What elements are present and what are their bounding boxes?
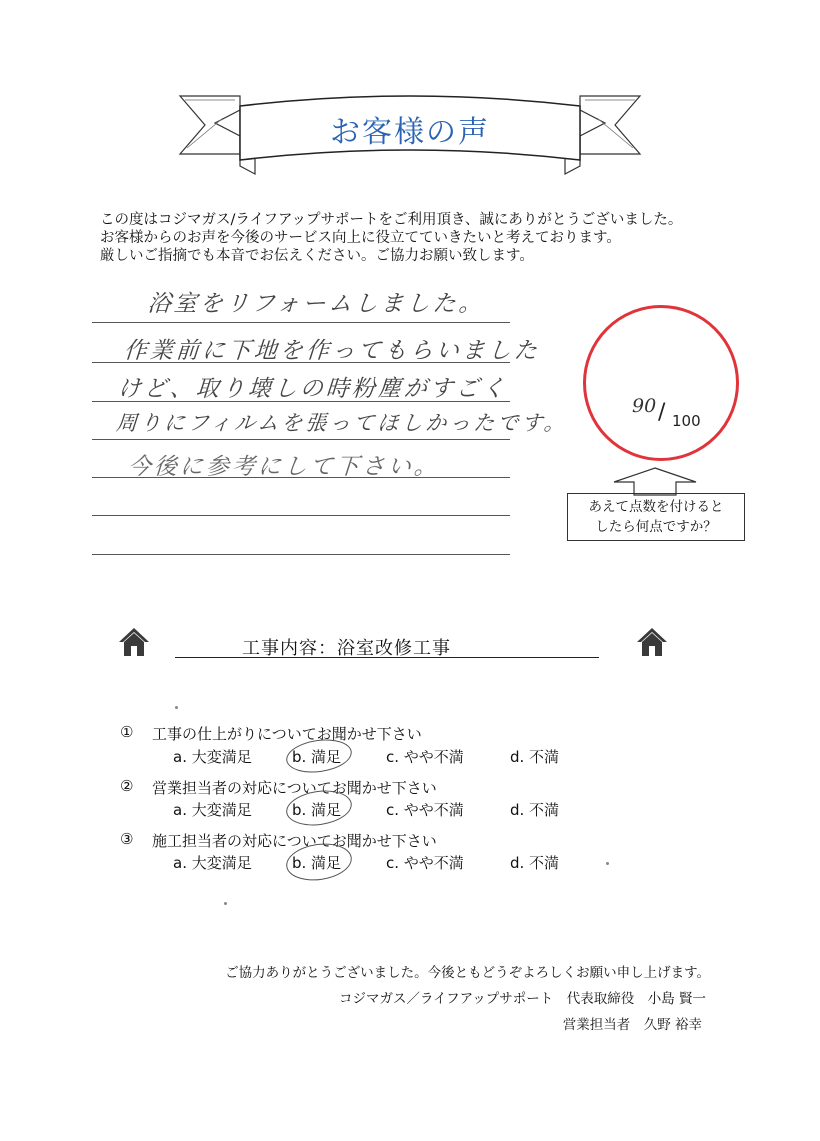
intro-line-3: 厳しいご指摘でも本音でお伝えください。ご協力お願い致します。 bbox=[100, 248, 534, 264]
question-1-option-c[interactable]: c. やや不満 bbox=[386, 748, 464, 766]
scan-speck bbox=[175, 706, 178, 709]
scan-speck bbox=[224, 902, 227, 905]
handwritten-comment-line-1: 浴室をリフォームしました。 bbox=[146, 291, 486, 317]
score-value: 90 bbox=[632, 395, 657, 417]
score-question-line-2: したら何点ですか？ bbox=[595, 519, 717, 535]
question-3-option-c[interactable]: c. やや不満 bbox=[386, 854, 464, 872]
score-circle bbox=[583, 305, 739, 461]
comment-rule bbox=[92, 477, 510, 478]
comment-rule bbox=[92, 322, 510, 323]
footer-sales-rep: 営業担当者 久野 裕幸 bbox=[562, 1017, 702, 1033]
question-2-option-c[interactable]: c. やや不満 bbox=[386, 801, 464, 819]
work-content-title: 工事内容：浴室改修工事 bbox=[242, 638, 451, 659]
score-slash: / bbox=[658, 400, 666, 425]
question-3-text: 施工担当者の対応についてお聞かせ下さい bbox=[152, 832, 437, 850]
question-1-text: 工事の仕上がりについてお聞かせ下さい bbox=[152, 725, 422, 743]
question-3-option-d[interactable]: d. 不満 bbox=[510, 854, 560, 872]
question-1-option-a[interactable]: a. 大変満足 bbox=[173, 748, 252, 766]
intro-line-1: この度はコジマガス/ライフアップサポートをご利用頂き、誠にありがとうございました。 bbox=[100, 212, 683, 228]
comment-rule bbox=[92, 362, 510, 363]
question-1-option-b[interactable]: b. 満足 bbox=[292, 748, 342, 766]
question-1-option-d[interactable]: d. 不満 bbox=[510, 748, 560, 766]
footer-company: コジマガス／ライフアップサポート 代表取締役 小島 賢一 bbox=[338, 991, 706, 1007]
question-2-number: ② bbox=[120, 777, 134, 795]
scan-speck bbox=[606, 862, 609, 865]
question-2-option-a[interactable]: a. 大変満足 bbox=[173, 801, 252, 819]
score-question-box bbox=[567, 493, 745, 541]
up-arrow-icon bbox=[610, 466, 700, 496]
handwritten-comment-line-5: 今後に参考にして下さい。 bbox=[126, 454, 441, 480]
question-1-number: ① bbox=[120, 723, 134, 741]
question-2-option-b[interactable]: b. 満足 bbox=[292, 801, 342, 819]
comment-rule bbox=[92, 401, 510, 402]
footer-thanks: ご協力ありがとうございました。今後ともどうぞよろしくお願い申し上げます。 bbox=[225, 965, 710, 981]
score-max: 100 bbox=[672, 412, 701, 430]
question-3-option-b[interactable]: b. 満足 bbox=[292, 854, 342, 872]
question-2-text: 営業担当者の対応についてお聞かせ下さい bbox=[152, 779, 437, 797]
comment-rule bbox=[92, 554, 510, 555]
question-3-number: ③ bbox=[120, 830, 134, 848]
handwritten-comment-line-2: 作業前に下地を作ってもらいました bbox=[122, 338, 541, 364]
score-question-line-1: あえて点数を付けると bbox=[588, 499, 724, 515]
house-icon bbox=[636, 626, 668, 658]
comment-rule bbox=[92, 515, 510, 516]
house-icon bbox=[118, 626, 150, 658]
question-2-option-d[interactable]: d. 不満 bbox=[510, 801, 560, 819]
comment-rule bbox=[92, 439, 510, 440]
handwritten-comment-line-4: 周りにフィルムを張ってほしかったです。 bbox=[115, 411, 569, 435]
intro-line-2: お客様からのお声を今後のサービス向上に役立てていきたいと考えております。 bbox=[100, 230, 621, 246]
handwritten-comment-line-3: けど、取り壊しの時粉塵がすごく bbox=[116, 376, 509, 402]
question-3-option-a[interactable]: a. 大変満足 bbox=[173, 854, 252, 872]
page-title: お客様の声 bbox=[330, 115, 490, 150]
work-content-underline bbox=[175, 657, 599, 658]
